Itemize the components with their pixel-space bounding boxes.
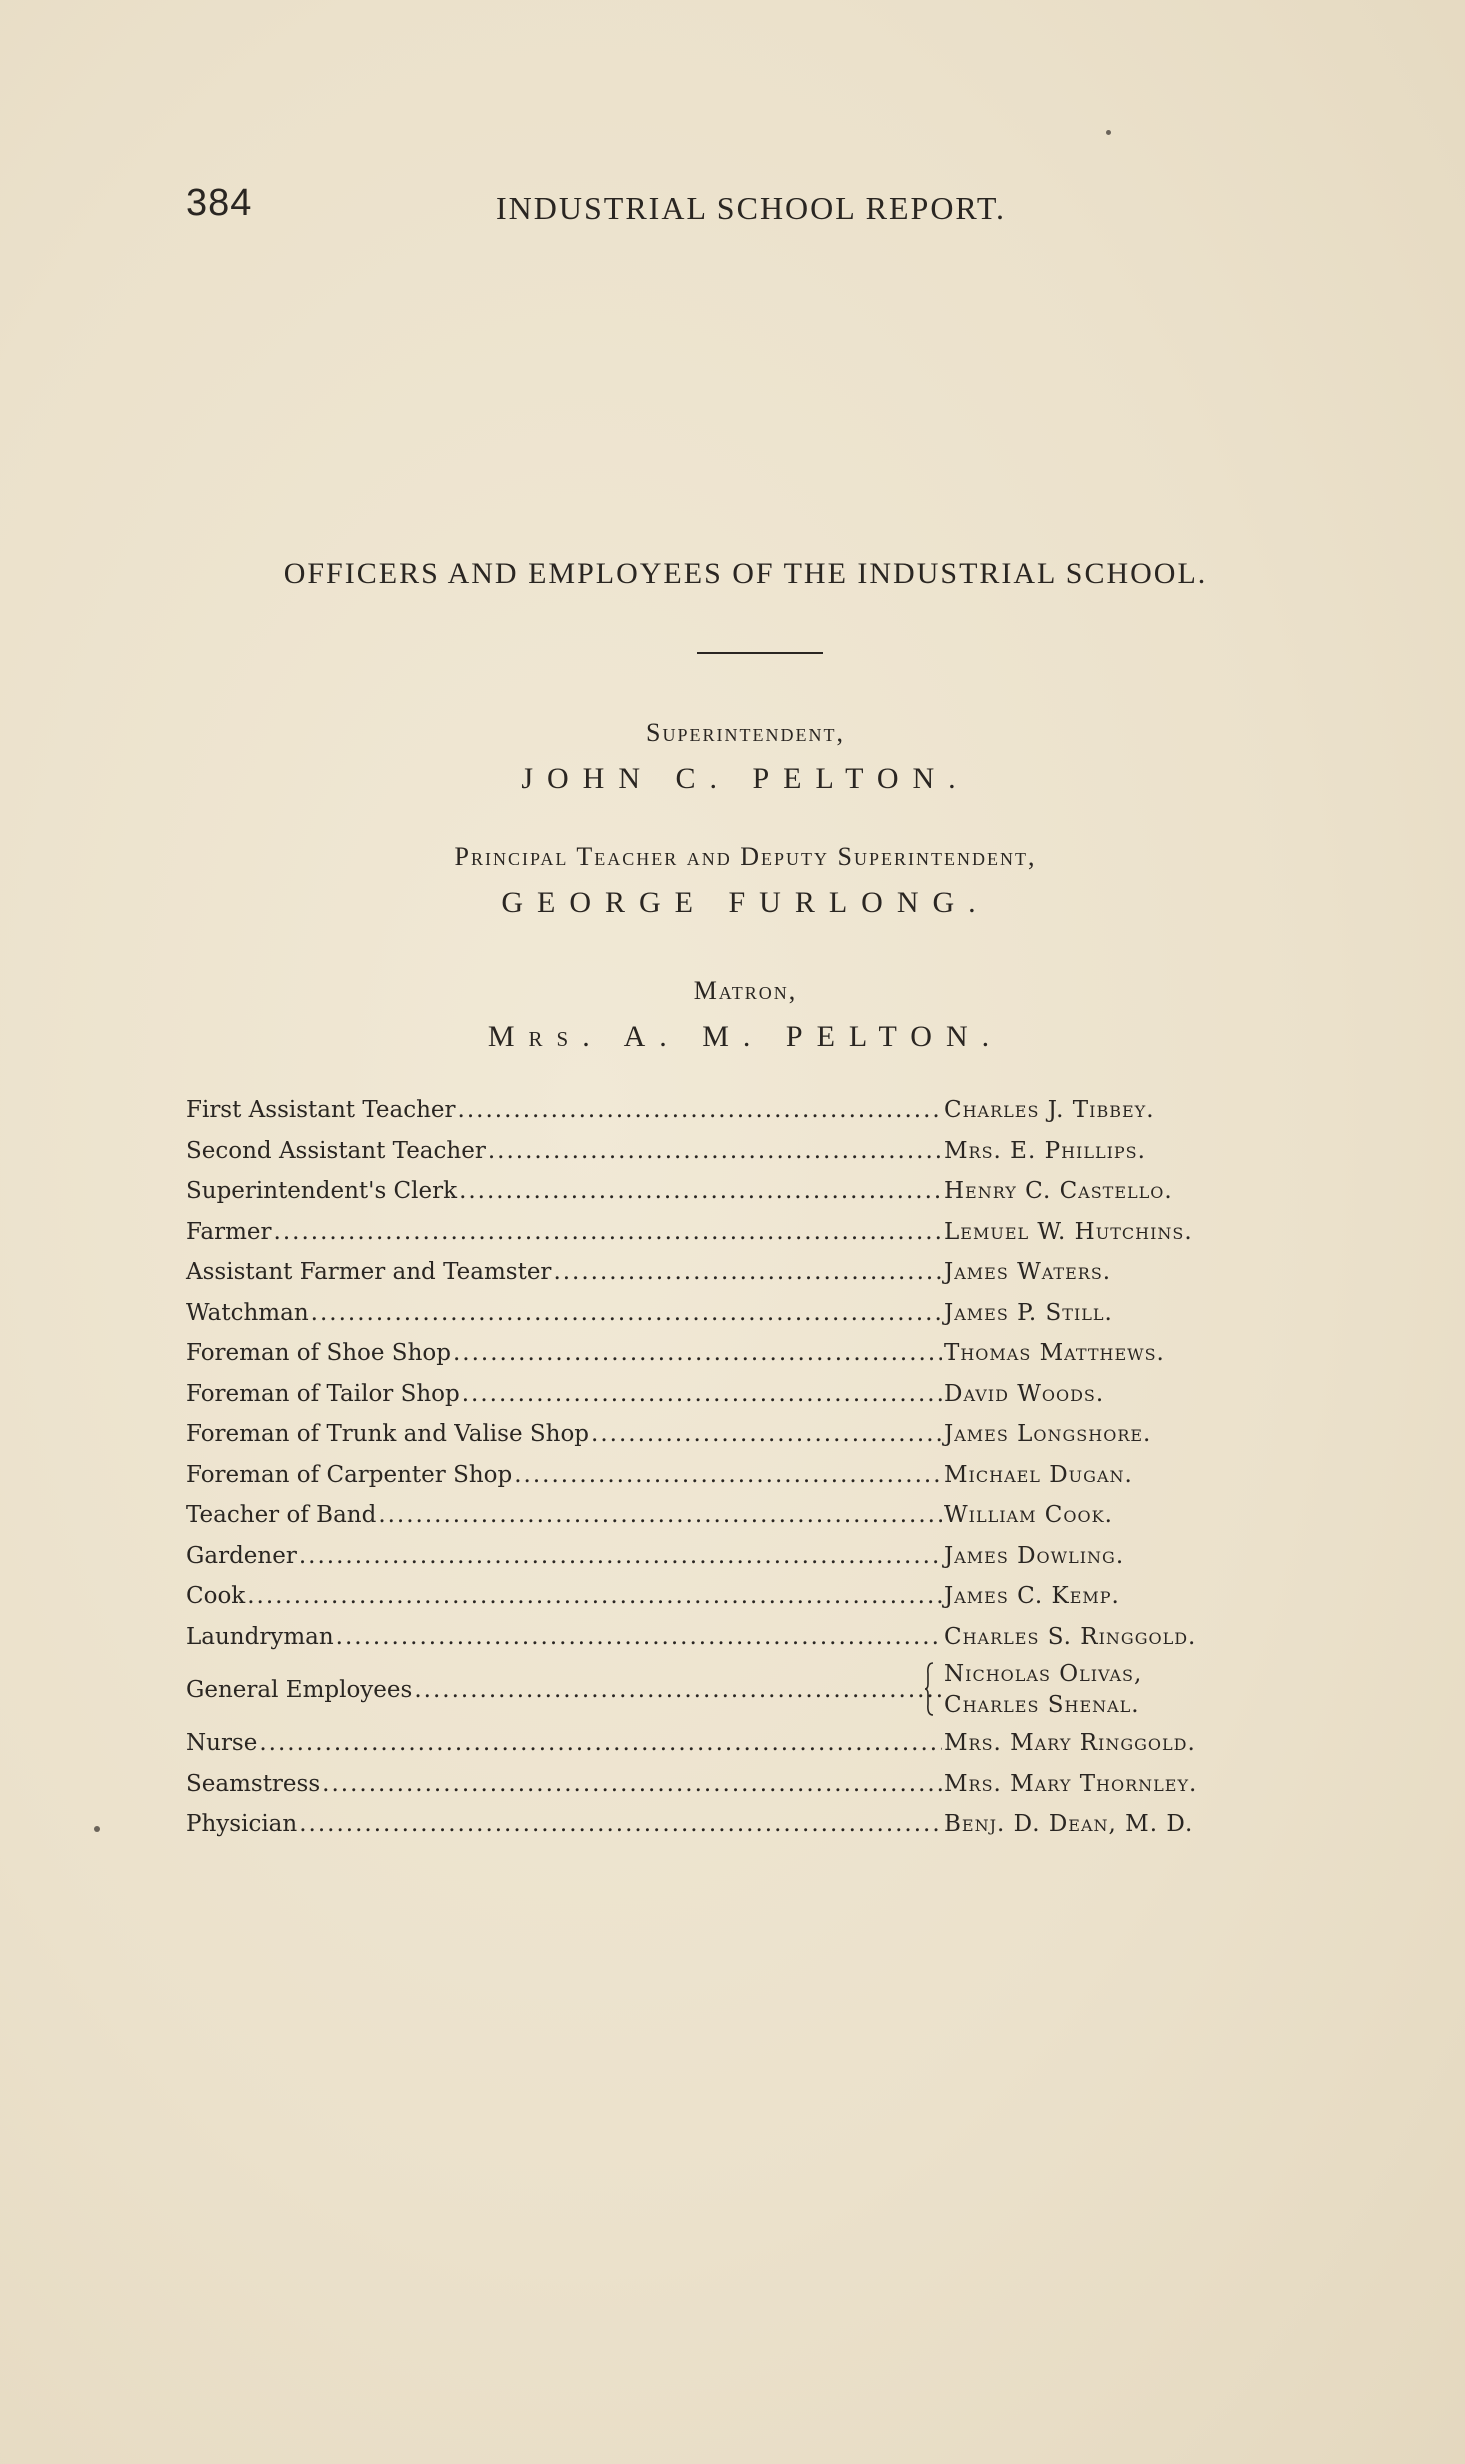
paper-speck — [94, 1826, 100, 1832]
roster-post: Foreman of Tailor Shop — [186, 1380, 460, 1407]
roster-name: Lemuel W. Hutchins. — [944, 1218, 1193, 1245]
dot-leader — [274, 1219, 942, 1245]
dot-leader — [378, 1502, 942, 1528]
dot-leader — [458, 1097, 942, 1123]
roster-name: James Longshore. — [944, 1421, 1152, 1448]
page-title: OFFICERS AND EMPLOYEES OF THE INDUSTRIAL SCHOOL. — [283, 557, 1208, 590]
roster-row — [186, 1171, 1286, 1212]
dot-leader — [299, 1811, 942, 1837]
roster-post: First Assistant Teacher — [186, 1097, 456, 1124]
roster-post: Cook — [186, 1583, 246, 1610]
roster-row — [186, 1723, 1286, 1764]
roster-row — [186, 1617, 1286, 1658]
dot-leader — [311, 1300, 942, 1326]
roster-row — [186, 1495, 1286, 1536]
roster-row — [186, 1293, 1286, 1334]
roster-row — [186, 1455, 1286, 1496]
roster-row — [186, 1252, 1286, 1293]
roster-post: Second Assistant Teacher — [186, 1137, 486, 1164]
roster-post: Farmer — [186, 1218, 272, 1245]
roster-name: Charles S. Ringgold. — [944, 1623, 1197, 1650]
brace-icon — [924, 1662, 935, 1716]
dot-leader — [259, 1730, 942, 1756]
running-head: INDUSTRIAL SCHOOL REPORT. — [496, 190, 1007, 226]
dot-leader — [514, 1462, 942, 1488]
paper-speck — [1106, 130, 1111, 135]
roster-name: Michael Dugan. — [944, 1461, 1133, 1488]
roster-name: William Cook. — [944, 1502, 1113, 1529]
roster-post: Foreman of Carpenter Shop — [186, 1461, 513, 1488]
dot-leader — [322, 1771, 942, 1797]
roster-row — [186, 1374, 1286, 1415]
roster-name: James Waters. — [944, 1259, 1112, 1286]
dot-leader — [462, 1381, 942, 1407]
dot-leader — [247, 1583, 942, 1609]
roster-name: Mrs. Mary Thornley. — [944, 1770, 1198, 1797]
roster-row — [186, 1414, 1286, 1455]
roster-post: Superintendent's Clerk — [186, 1178, 458, 1205]
dot-leader — [591, 1421, 942, 1447]
roster-post: Foreman of Trunk and Valise Shop — [186, 1421, 590, 1448]
roster-name: James Dowling. — [944, 1542, 1125, 1569]
roster-name: James C. Kemp. — [944, 1583, 1120, 1610]
dot-leader — [414, 1677, 942, 1703]
roster-name: Charles J. Tibbey. — [944, 1097, 1155, 1124]
dot-leader — [488, 1138, 942, 1164]
roster-name: Benj. D. Dean, M. D. — [944, 1811, 1194, 1838]
superintendent-name: JOHN C. PELTON. — [521, 762, 970, 795]
roster-post: General Employees — [186, 1677, 413, 1703]
principal-teacher-name: GEORGE FURLONG. — [501, 886, 990, 919]
matron-name: Mrs. A. M. PELTON. — [487, 1020, 1004, 1053]
roster-row-general-employees — [186, 1657, 1286, 1723]
roster-post: Assistant Farmer and Teamster — [186, 1259, 552, 1286]
dot-leader — [553, 1259, 942, 1285]
page-number: 384 — [186, 182, 253, 224]
roster-row — [186, 1536, 1286, 1577]
roster-name: Henry C. Castello. — [944, 1178, 1173, 1205]
roster-name: Thomas Matthews. — [944, 1340, 1165, 1367]
roster-row — [186, 1764, 1286, 1805]
roster-post: Laundryman — [186, 1623, 334, 1650]
principal-teacher-office: Principal Teacher and Deputy Superintendent, — [454, 842, 1037, 871]
roster-row — [186, 1804, 1286, 1845]
roster-post: Seamstress — [186, 1770, 321, 1797]
roster-row — [186, 1212, 1286, 1253]
roster-name: Nicholas Olivas, — [944, 1661, 1143, 1687]
roster-name: Mrs. Mary Ringgold. — [944, 1730, 1196, 1757]
roster-name: James P. Still. — [944, 1299, 1113, 1326]
dot-leader — [459, 1178, 942, 1204]
dot-leader — [453, 1340, 942, 1366]
roster-post: Physician — [186, 1811, 298, 1838]
roster-name: Mrs. E. Phillips. — [944, 1137, 1146, 1164]
roster-post: Watchman — [186, 1299, 309, 1326]
roster-post: Gardener — [186, 1542, 297, 1569]
roster-post: Teacher of Band — [186, 1502, 377, 1529]
roster-name: Charles Shenal. — [944, 1692, 1140, 1718]
roster-row — [186, 1333, 1286, 1374]
dot-leader — [299, 1543, 942, 1569]
roster-row — [186, 1576, 1286, 1617]
dot-leader — [336, 1624, 942, 1650]
roster-name: David Woods. — [944, 1380, 1105, 1407]
roster-row — [186, 1090, 1286, 1131]
roster-names-group — [944, 1659, 1286, 1721]
title-rule — [697, 652, 823, 654]
roster-post: Foreman of Shoe Shop — [186, 1340, 451, 1367]
matron-office: Matron, — [693, 976, 798, 1005]
roster-post: Nurse — [186, 1730, 258, 1757]
employee-roster — [186, 1090, 1286, 1845]
roster-row — [186, 1131, 1286, 1172]
superintendent-office: Superintendent, — [646, 718, 845, 747]
